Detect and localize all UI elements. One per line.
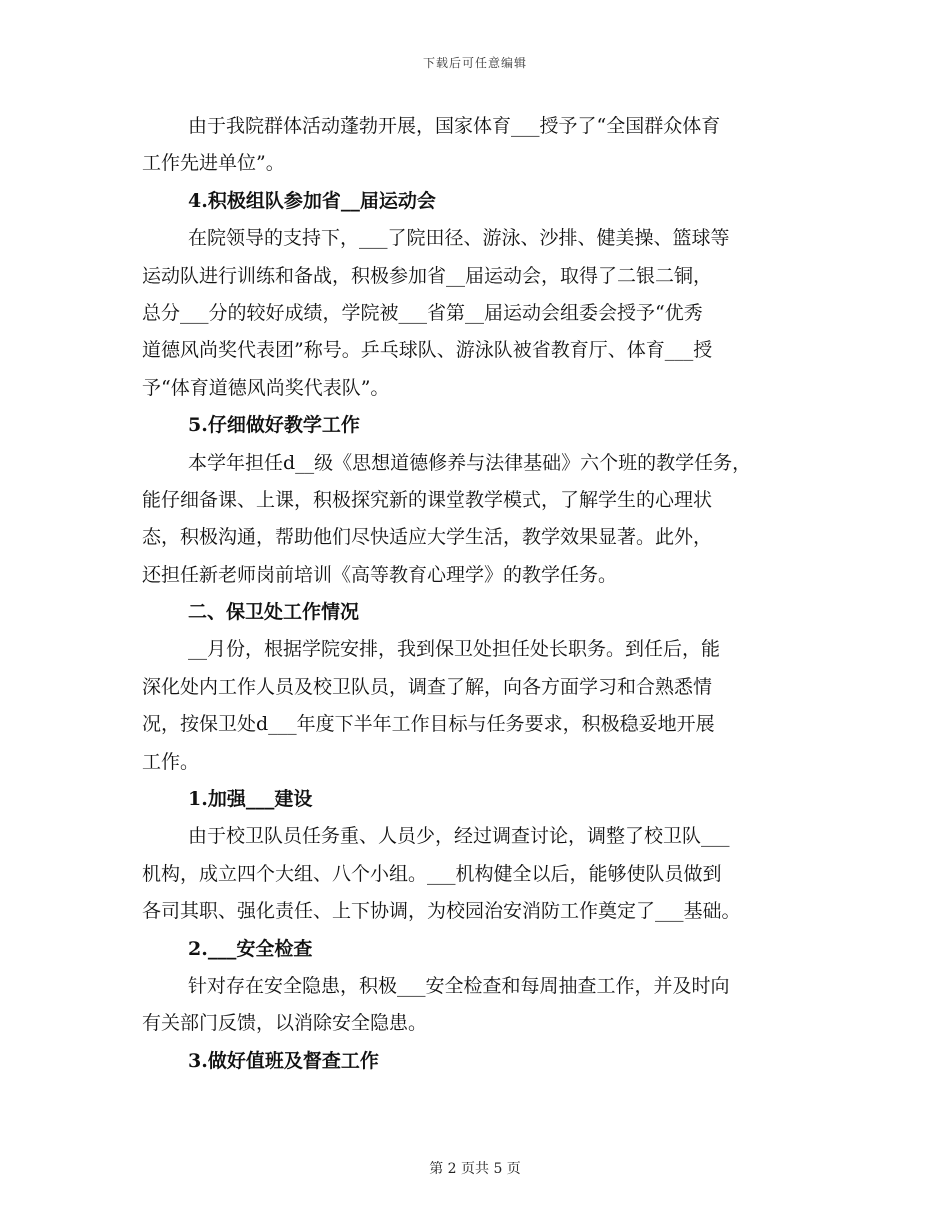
text-line: 由于校卫队员任务重、人员少，经过调查讨论，调整了校卫队___ bbox=[188, 825, 730, 848]
text-line: 针对存在安全隐患，积极___安全检查和每周抽查工作，并及时向 bbox=[188, 974, 730, 997]
text-line: 况，按保卫处d___年度下半年工作目标与任务要求，积极稳妥地开展 bbox=[142, 713, 715, 736]
text-line: 机构，成立四个大组、八个小组。___机构健全以后，能够使队员做到 bbox=[142, 862, 722, 885]
text-line: 有关部门反馈，以消除安全隐患。 bbox=[142, 1012, 428, 1035]
text-line: 各司其职、强化责任、上下协调，为校园治安消防工作奠定了___基础。 bbox=[142, 900, 741, 923]
text-line: 道德风尚奖代表团”称号。乒乓球队、游泳队被省教育厅、体育___授 bbox=[142, 339, 713, 362]
text-line: __月份，根据学院安排，我到保卫处担任处长职务。到任后，能 bbox=[188, 638, 721, 661]
text-line: 工作。 bbox=[142, 750, 200, 773]
text-line: 工作先进单位”。 bbox=[142, 152, 285, 175]
text-line: 态，积极沟通，帮助他们尽快适应大学生活，教学效果显著。此外， bbox=[142, 526, 713, 549]
text-line: 由于我院群体活动蓬勃开展，国家体育___授予了“全国群众体育 bbox=[188, 115, 721, 137]
section-heading: 4.积极组队参加省__届运动会 bbox=[188, 189, 436, 212]
page-header: 下载后可任意编辑 bbox=[422, 56, 527, 70]
document-body bbox=[142, 108, 832, 1080]
text-line: 予“体育道德风尚奖代表队”。 bbox=[142, 376, 390, 399]
page-footer: 第 2 页共 5 页 bbox=[429, 1161, 521, 1177]
text-line: 在院领导的支持下，___了院田径、游泳、沙排、健美操、篮球等 bbox=[188, 227, 730, 250]
text-line: 深化处内工作人员及校卫队员，调查了解，向各方面学习和合熟悉情 bbox=[142, 675, 713, 698]
text-line: 总分___分的较好成绩，学院被___省第__届运动会组委会授予“优秀 bbox=[142, 301, 703, 324]
section-heading: 5.仔细做好教学工作 bbox=[188, 414, 360, 437]
text-line: 本学年担任d__级《思想道德修养与法律基础》六个班的教学任务， bbox=[188, 451, 752, 474]
section-heading: 1.加强___建设 bbox=[188, 788, 313, 811]
section-heading: 二、保卫处工作情况 bbox=[188, 601, 360, 624]
text-line: 能仔细备课、上课，积极探究新的课堂教学模式，了解学生的心理状 bbox=[142, 488, 713, 511]
section-heading: 3.做好值班及督查工作 bbox=[188, 1049, 379, 1072]
section-heading: 2.___安全检查 bbox=[188, 937, 313, 960]
text-line: 还担任新老师岗前培训《高等教育心理学》的教学任务。 bbox=[142, 563, 618, 586]
text-line: 运动队进行训练和备战，积极参加省__届运动会，取得了二银二铜， bbox=[142, 264, 713, 287]
